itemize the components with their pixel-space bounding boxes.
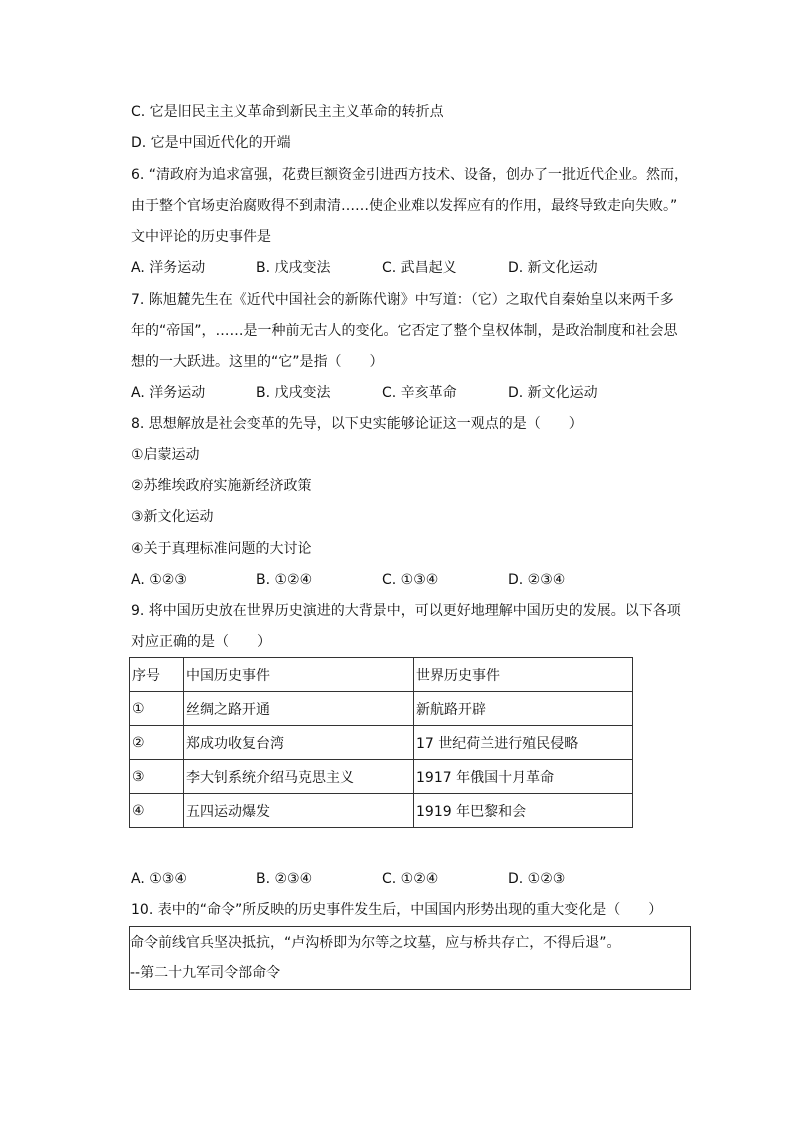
q8-option-a: A. ①②③ xyxy=(131,572,187,588)
q9-options xyxy=(131,870,691,888)
table-cell: ③ xyxy=(130,760,184,794)
table-cell: ④ xyxy=(130,794,184,828)
table-header-cell: 中国历史事件 xyxy=(184,658,414,692)
table-cell: 郑成功收复台湾 xyxy=(184,726,414,760)
table-row xyxy=(130,760,633,794)
table-cell: 丝绸之路开通 xyxy=(184,692,414,726)
q10-quote-source: --第二十九军司令部命令 xyxy=(130,965,281,981)
q9-option-b: B. ②③④ xyxy=(256,871,313,887)
q8-option-c: C. ①③④ xyxy=(382,572,439,588)
table-cell: 1917 年俄国十月革命 xyxy=(414,760,633,794)
q10-stem: 10. 表中的“命令”所反映的历史事件发生后，中国国内形势出现的重大变化是（ ） xyxy=(131,902,663,918)
q9-table xyxy=(129,657,633,828)
q6-stem-line-2: 由于整个官场吏治腐败得不到肃清……使企业难以发挥应有的作用，最终导致走向失败。” xyxy=(131,198,678,214)
q8-option-d: D. ②③④ xyxy=(508,572,566,588)
q6-options xyxy=(131,259,691,277)
table-header-row xyxy=(130,658,633,692)
q8-item-4: ④关于真理标准问题的大讨论 xyxy=(131,541,312,557)
table-cell: 1919 年巴黎和会 xyxy=(414,794,633,828)
q7-options xyxy=(131,384,691,402)
q8-item-2: ②苏维埃政府实施新经济政策 xyxy=(131,478,312,494)
q7-stem-line-3: 想的一大跃进。这里的“它”是指（ ） xyxy=(131,354,384,370)
table-cell: ① xyxy=(130,692,184,726)
q5-option-d: D. 它是中国近代化的开端 xyxy=(131,135,291,151)
table-row xyxy=(130,794,633,828)
q5-option-c: C. 它是旧民主主义革命到新民主主义革命的转折点 xyxy=(131,104,444,120)
q7-option-b: B. 戊戌变法 xyxy=(256,385,331,401)
q6-stem-line-1: 6. “清政府为追求富强，花费巨额资金引进西方技术、设备，创办了一批近代企业。然而， xyxy=(131,167,689,183)
q9-stem-line-2: 对应正确的是（ ） xyxy=(131,634,271,650)
q6-option-d: D. 新文化运动 xyxy=(508,260,598,276)
q8-item-3: ③新文化运动 xyxy=(131,509,214,525)
q10-quote-box xyxy=(129,926,691,990)
table-cell: ② xyxy=(130,726,184,760)
q9-option-a: A. ①③④ xyxy=(131,871,187,887)
q6-option-a: A. 洋务运动 xyxy=(131,260,206,276)
q7-option-c: C. 辛亥革命 xyxy=(382,385,457,401)
q8-option-b: B. ①②④ xyxy=(256,572,313,588)
table-header-cell: 序号 xyxy=(130,658,184,692)
table-cell: 李大钊系统介绍马克思主义 xyxy=(184,760,414,794)
q9-option-d: D. ①②③ xyxy=(508,871,566,887)
q7-option-d: D. 新文化运动 xyxy=(508,385,598,401)
q7-stem-line-1: 7. 陈旭麓先生在《近代中国社会的新陈代谢》中写道：（它）之取代自秦始皇以来两千多 xyxy=(131,292,674,308)
q8-options xyxy=(131,571,691,589)
q7-stem-line-2: 年的“帝国”，……是一种前无古人的变化。它否定了整个皇权体制，是政治制度和社会思 xyxy=(131,323,678,339)
q8-stem: 8. 思想解放是社会变革的先导，以下史实能够论证这一观点的是（ ） xyxy=(131,416,583,432)
table-row xyxy=(130,692,633,726)
q6-stem-line-3: 文中评论的历史事件是 xyxy=(131,229,271,245)
q6-option-c: C. 武昌起义 xyxy=(382,260,457,276)
table-cell: 新航路开辟 xyxy=(414,692,633,726)
q7-option-a: A. 洋务运动 xyxy=(131,385,206,401)
q9-stem-line-1: 9. 将中国历史放在世界历史演进的大背景中，可以更好地理解中国历史的发展。以下各项 xyxy=(131,603,681,619)
table-cell: 五四运动爆发 xyxy=(184,794,414,828)
table-header-cell: 世界历史事件 xyxy=(414,658,633,692)
q10-quote-text: 命令前线官兵坚决抵抗，“卢沟桥即为尔等之坟墓，应与桥共存亡，不得后退”。 xyxy=(130,935,621,951)
q8-item-1: ①启蒙运动 xyxy=(131,447,200,463)
table-row xyxy=(130,726,633,760)
q6-option-b: B. 戊戌变法 xyxy=(256,260,331,276)
q9-option-c: C. ①②④ xyxy=(382,871,439,887)
table-cell: 17 世纪荷兰进行殖民侵略 xyxy=(414,726,633,760)
